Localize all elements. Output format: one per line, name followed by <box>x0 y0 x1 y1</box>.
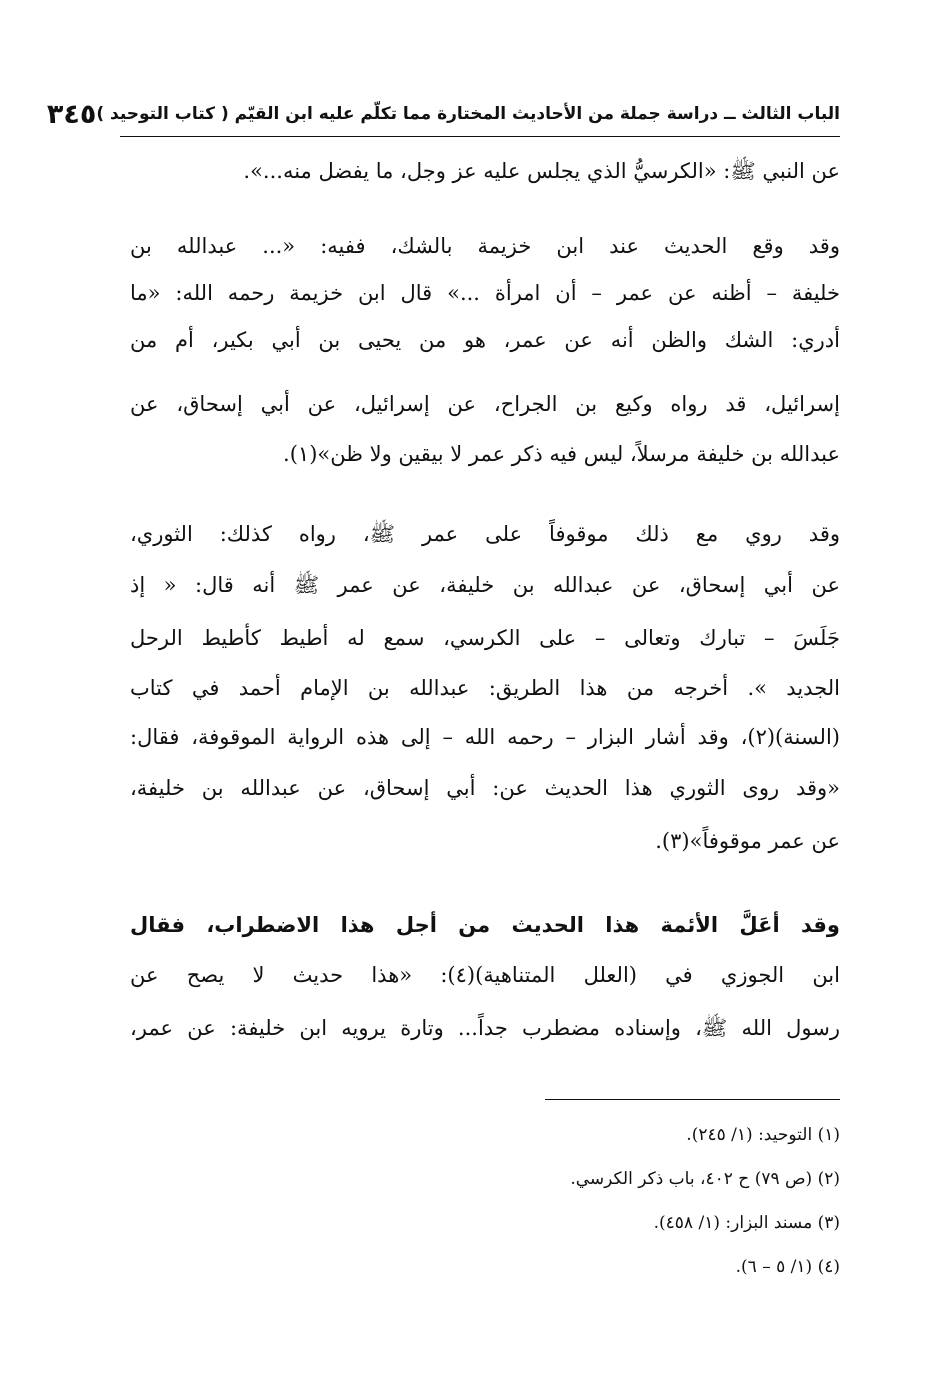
text-line: أدري: الشك والظن أنه عن عمر، هو من يحيى بن أبي بكير، أم من <box>130 328 840 352</box>
header-rule <box>120 136 840 137</box>
text-line: عن النبي ﷺ: «الكرسيُّ الذي يجلس عليه عز وجل، ما يفضل منه...». <box>243 159 840 183</box>
text-line: إسرائيل، قد رواه وكيع بن الجراح، عن إسرائيل، عن أبي إسحاق، عن <box>130 392 840 416</box>
footnote-rule <box>545 1099 840 1100</box>
text-line: خليفة – أظنه عن عمر – أن امرأة ...» قال ابن خزيمة رحمه الله: «ما <box>130 281 840 305</box>
page-number: ٣٤٥ <box>46 98 97 130</box>
chapter-title: الباب الثالث ــ دراسة جملة من الأحاديث المختارة مما تكلّم عليه ابن القيّم ( كتاب التوحيد ) <box>96 104 840 124</box>
footnote: (١) التوحيد: (١/ ٢٤٥). <box>686 1125 840 1145</box>
text-line: (السنة)(٢)، وقد أشار البزار – رحمه الله – إلى هذه الرواية الموقوفة، فقال: <box>130 725 840 749</box>
text-line: وقد روي مع ذلك موقوفاً على عمر ﷺ، رواه كذلك: الثوري، <box>130 522 840 546</box>
running-header <box>46 94 840 134</box>
text-line-bold: وقد أعَلَّ الأئمة هذا الحديث من أجل هذا الاضطراب، فقال <box>130 913 840 937</box>
text-line: الجديد ». أخرجه من هذا الطريق: عبدالله بن الإمام أحمد في كتاب <box>130 676 840 700</box>
text-line: «وقد روى الثوري هذا الحديث عن: أبي إسحاق، عن عبدالله بن خليفة، <box>130 776 840 800</box>
footnote: (٣) مسند البزار: (١/ ٤٥٨). <box>653 1213 840 1233</box>
text-line: رسول الله ﷺ، وإسناده مضطرب جداً... وتارة يرويه ابن خليفة: عن عمر، <box>130 1016 840 1040</box>
text-line: عن عمر موقوفاً»(٣). <box>655 829 840 853</box>
text-line: جَلَسَ – تبارك وتعالى – على الكرسي، سمع له أطيط كأطيط الرحل <box>130 626 840 650</box>
text-line: عن أبي إسحاق، عن عبدالله بن خليفة، عن عمر ﷺ أنه قال: « إذ <box>130 573 840 597</box>
text-line: ابن الجوزي في (العلل المتناهية)(٤): «هذا حديث لا يصح عن <box>130 963 840 987</box>
footnote: (٢) (ص ٧٩) ح ٤٠٢، باب ذكر الكرسي. <box>570 1169 840 1189</box>
footnote: (٤) (١/ ٥ – ٦). <box>735 1257 840 1277</box>
text-line: عبدالله بن خليفة مرسلاً، ليس فيه ذكر عمر لا بيقين ولا ظن»(١). <box>283 442 840 466</box>
text-line: وقد وقع الحديث عند ابن خزيمة بالشك، ففيه: «... عبدالله بن <box>130 234 840 258</box>
